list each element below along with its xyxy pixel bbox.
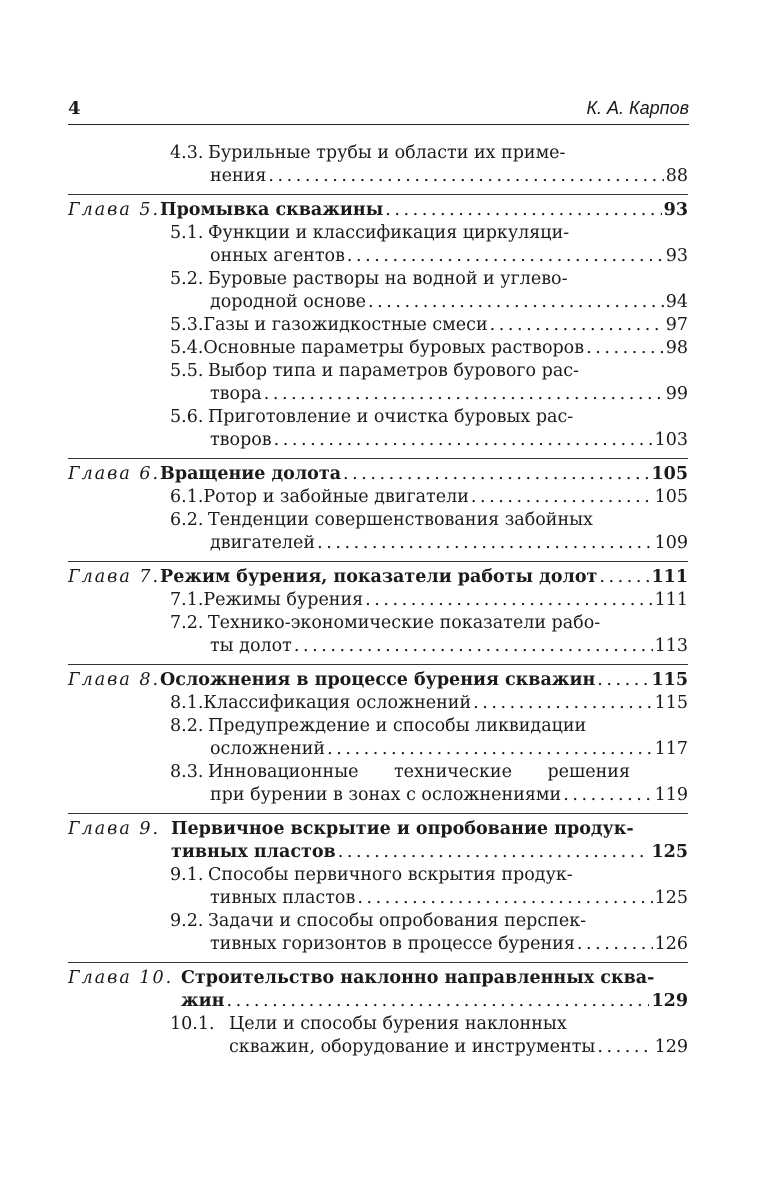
toc-text: ты долот (210, 636, 292, 656)
toc-text: онных агентов (210, 246, 345, 266)
toc-text: 111 (654, 590, 688, 610)
toc-text: 4.3. (170, 143, 204, 163)
toc-text: Глава 9. (68, 819, 161, 839)
toc-text: Промывка скважины (160, 200, 384, 220)
toc-section-7-1[interactable] (68, 589, 688, 612)
toc-text: Осложнения в процессе бурения скважин (160, 670, 596, 690)
toc-text: 5.6. (170, 407, 204, 427)
toc-line (68, 1013, 688, 1036)
dot-leader (327, 738, 652, 761)
toc-chapter-8 (68, 664, 688, 807)
toc-text: Выбор типа и параметров бурового рас- (208, 361, 579, 381)
toc-chapter-7 (68, 561, 688, 658)
dot-leader (347, 245, 664, 268)
toc-text: 129 (651, 991, 688, 1011)
toc-text: 126 (654, 934, 688, 954)
toc-section-6-1[interactable] (68, 486, 688, 509)
toc-text: 10.1. (170, 1014, 215, 1034)
toc-text: Глава 6. (68, 464, 161, 484)
toc-text: 93 (665, 246, 688, 266)
toc-text: Глава 10. (68, 968, 174, 988)
toc-text: 8.2. (170, 716, 204, 736)
toc-line (68, 967, 688, 990)
toc-line (68, 1036, 688, 1059)
toc-text: 115 (654, 693, 688, 713)
toc-chapter-7-heading[interactable] (68, 566, 688, 589)
toc-line (68, 314, 688, 337)
table-of-contents (68, 142, 688, 1059)
toc-text: дородной основе (210, 292, 366, 312)
page-number: 4 (68, 98, 81, 119)
toc-text: Строительство наклонно направленных сква- (181, 968, 655, 988)
dot-leader (597, 669, 649, 692)
toc-text: Предупреждение и способы ликвидации (208, 716, 587, 736)
toc-line (68, 291, 688, 314)
toc-text: 9.2. (170, 911, 204, 931)
toc-section-5-6[interactable] (68, 406, 688, 452)
toc-line (68, 715, 688, 738)
toc-text: Задачи и способы опробования перспек- (208, 911, 587, 931)
dot-leader (599, 566, 649, 589)
toc-line (68, 245, 688, 268)
toc-section-5-4[interactable] (68, 337, 688, 360)
toc-section-10-1[interactable] (68, 1013, 688, 1059)
toc-text: двигателей (210, 533, 316, 553)
toc-section-7-2[interactable] (68, 612, 688, 658)
dot-leader (490, 314, 664, 337)
toc-text: 5.5. (170, 361, 204, 381)
toc-chapter-9-heading[interactable] (68, 818, 688, 864)
toc-text: 9.1. (170, 865, 204, 885)
toc-section-6-2[interactable] (68, 509, 688, 555)
dot-leader (338, 841, 650, 864)
toc-line (68, 222, 688, 245)
toc-text: 6.1. (170, 487, 204, 507)
toc-text: технические (394, 762, 512, 782)
dot-leader (385, 199, 661, 222)
toc-text: Буровые растворы на водной и углево- (208, 269, 568, 289)
toc-text: 6.2. (170, 510, 204, 530)
toc-text: 125 (654, 888, 688, 908)
toc-line (68, 910, 688, 933)
toc-text: Ротор и забойные двигатели (203, 487, 469, 507)
toc-line (68, 612, 688, 635)
toc-text: Бурильные трубы и области их приме- (208, 143, 566, 163)
toc-section-9-1[interactable] (68, 864, 688, 910)
toc-line (68, 692, 688, 715)
toc-section-5-2[interactable] (68, 268, 688, 314)
toc-line (68, 784, 688, 807)
toc-text: Газы и газожидкостные смеси (203, 315, 488, 335)
toc-chapter-5 (68, 194, 688, 452)
toc-text: Глава 7. (68, 567, 161, 587)
toc-text: 111 (651, 567, 688, 587)
toc-section-4-3[interactable] (68, 142, 688, 188)
toc-text: 98 (665, 338, 688, 358)
toc-text: нения (210, 166, 267, 186)
toc-chapter-8-heading[interactable] (68, 669, 688, 692)
toc-chapter-10-heading[interactable] (68, 967, 688, 1013)
toc-text: тивных горизонтов в процессе бурения (210, 934, 575, 954)
toc-text: тивных пластов (210, 888, 356, 908)
toc-line (68, 887, 688, 910)
toc-line (68, 990, 688, 1013)
toc-text: 94 (665, 292, 688, 312)
toc-line (68, 337, 688, 360)
toc-chapter-6-heading[interactable] (68, 463, 688, 486)
dot-leader (357, 887, 652, 910)
toc-line (68, 406, 688, 429)
toc-text: Основные параметры буровых растворов (203, 338, 585, 358)
dot-leader (473, 692, 652, 715)
toc-line (68, 818, 688, 841)
toc-text: 109 (654, 533, 688, 553)
toc-text: при бурении в зонах с осложнениями (210, 785, 562, 805)
toc-text: Цели и способы бурения наклонных (229, 1014, 567, 1034)
dot-leader (368, 291, 664, 314)
toc-text: 7.2. (170, 613, 204, 633)
toc-line (68, 142, 688, 165)
toc-text: 125 (651, 842, 688, 862)
toc-text: решения (547, 762, 630, 782)
toc-text: Приготовление и очистка буровых рас- (208, 407, 574, 427)
dot-leader (294, 635, 653, 658)
toc-text: осложнений (210, 739, 326, 759)
toc-section-8-3[interactable] (68, 761, 688, 807)
dot-leader (317, 532, 653, 555)
toc-line (68, 635, 688, 658)
toc-text: 115 (651, 670, 688, 690)
toc-text: Инновационные (208, 762, 359, 782)
toc-text: творов (210, 430, 272, 450)
toc-text: Вращение долота (160, 464, 342, 484)
toc-page-number: 88 (665, 166, 688, 186)
toc-text: скважин, оборудование и инструменты (229, 1037, 596, 1057)
toc-text: Классификация осложнений (203, 693, 472, 713)
toc-section-5-1[interactable] (68, 222, 688, 268)
toc-line (68, 509, 688, 532)
toc-text: 5.2. (170, 269, 204, 289)
toc-text: 7.1. (170, 590, 204, 610)
dot-leader (365, 589, 652, 612)
toc-text: жин (181, 991, 225, 1011)
toc-text: 5.1. (170, 223, 204, 243)
toc-text: 5.3. (170, 315, 204, 335)
toc-text: 129 (654, 1037, 688, 1057)
toc-line (68, 383, 688, 406)
toc-text: Режим бурения, показатели работы долот (160, 567, 598, 587)
toc-line (68, 486, 688, 509)
toc-section-8-1[interactable] (68, 692, 688, 715)
toc-chapter-5-heading[interactable] (68, 199, 688, 222)
toc-text: Функции и классификация циркуляци- (208, 223, 570, 243)
toc-line (68, 761, 688, 784)
toc-section-8-2[interactable] (68, 715, 688, 761)
dot-leader (471, 486, 653, 509)
toc-section-5-5[interactable] (68, 360, 688, 406)
toc-line (68, 165, 688, 188)
toc-text: тивных пластов (171, 842, 336, 862)
toc-line (68, 429, 688, 452)
toc-text: 93 (663, 200, 688, 220)
dot-leader (577, 933, 653, 956)
toc-text: Технико-экономические показатели рабо- (208, 613, 601, 633)
toc-text: Глава 5. (68, 200, 161, 220)
dot-leader (343, 463, 649, 486)
toc-line (68, 268, 688, 291)
toc-chapter-10 (68, 962, 688, 1059)
toc-line (68, 738, 688, 761)
toc-text: 113 (654, 636, 688, 656)
toc-text: Режимы бурения (203, 590, 364, 610)
toc-text: 105 (654, 487, 688, 507)
dot-leader (597, 1036, 652, 1059)
toc-text: Первичное вскрытие и опробование продук- (171, 819, 634, 839)
toc-text: 8.3. (170, 762, 204, 782)
toc-line (68, 589, 688, 612)
dot-leader (586, 337, 664, 360)
toc-text: 99 (665, 384, 688, 404)
toc-line (68, 532, 688, 555)
toc-text: 97 (665, 315, 688, 335)
toc-text: твора (210, 384, 262, 404)
dot-leader (268, 165, 663, 188)
toc-text: 119 (654, 785, 688, 805)
toc-line (68, 841, 688, 864)
toc-text: 8.1. (170, 693, 204, 713)
toc-line (68, 933, 688, 956)
running-author: К. А. Карпов (586, 98, 689, 118)
dot-leader (226, 990, 649, 1013)
toc-line (68, 864, 688, 887)
toc-chapter-6 (68, 458, 688, 555)
dot-leader (264, 383, 664, 406)
toc-text: Тенденции совершенствования забойных (208, 510, 593, 530)
toc-text: 103 (654, 430, 688, 450)
toc-text: 117 (654, 739, 688, 759)
toc-text: Глава 8. (68, 670, 161, 690)
toc-text: Способы первичного вскрытия продук- (208, 865, 573, 885)
dot-leader (274, 429, 653, 452)
running-header (68, 96, 689, 125)
dot-leader (563, 784, 652, 807)
toc-text: 105 (651, 464, 688, 484)
toc-chapter-9 (68, 813, 688, 956)
toc-text: 5.4. (170, 338, 204, 358)
toc-line (68, 360, 688, 383)
toc-section-5-3[interactable] (68, 314, 688, 337)
toc-section-9-2[interactable] (68, 910, 688, 956)
